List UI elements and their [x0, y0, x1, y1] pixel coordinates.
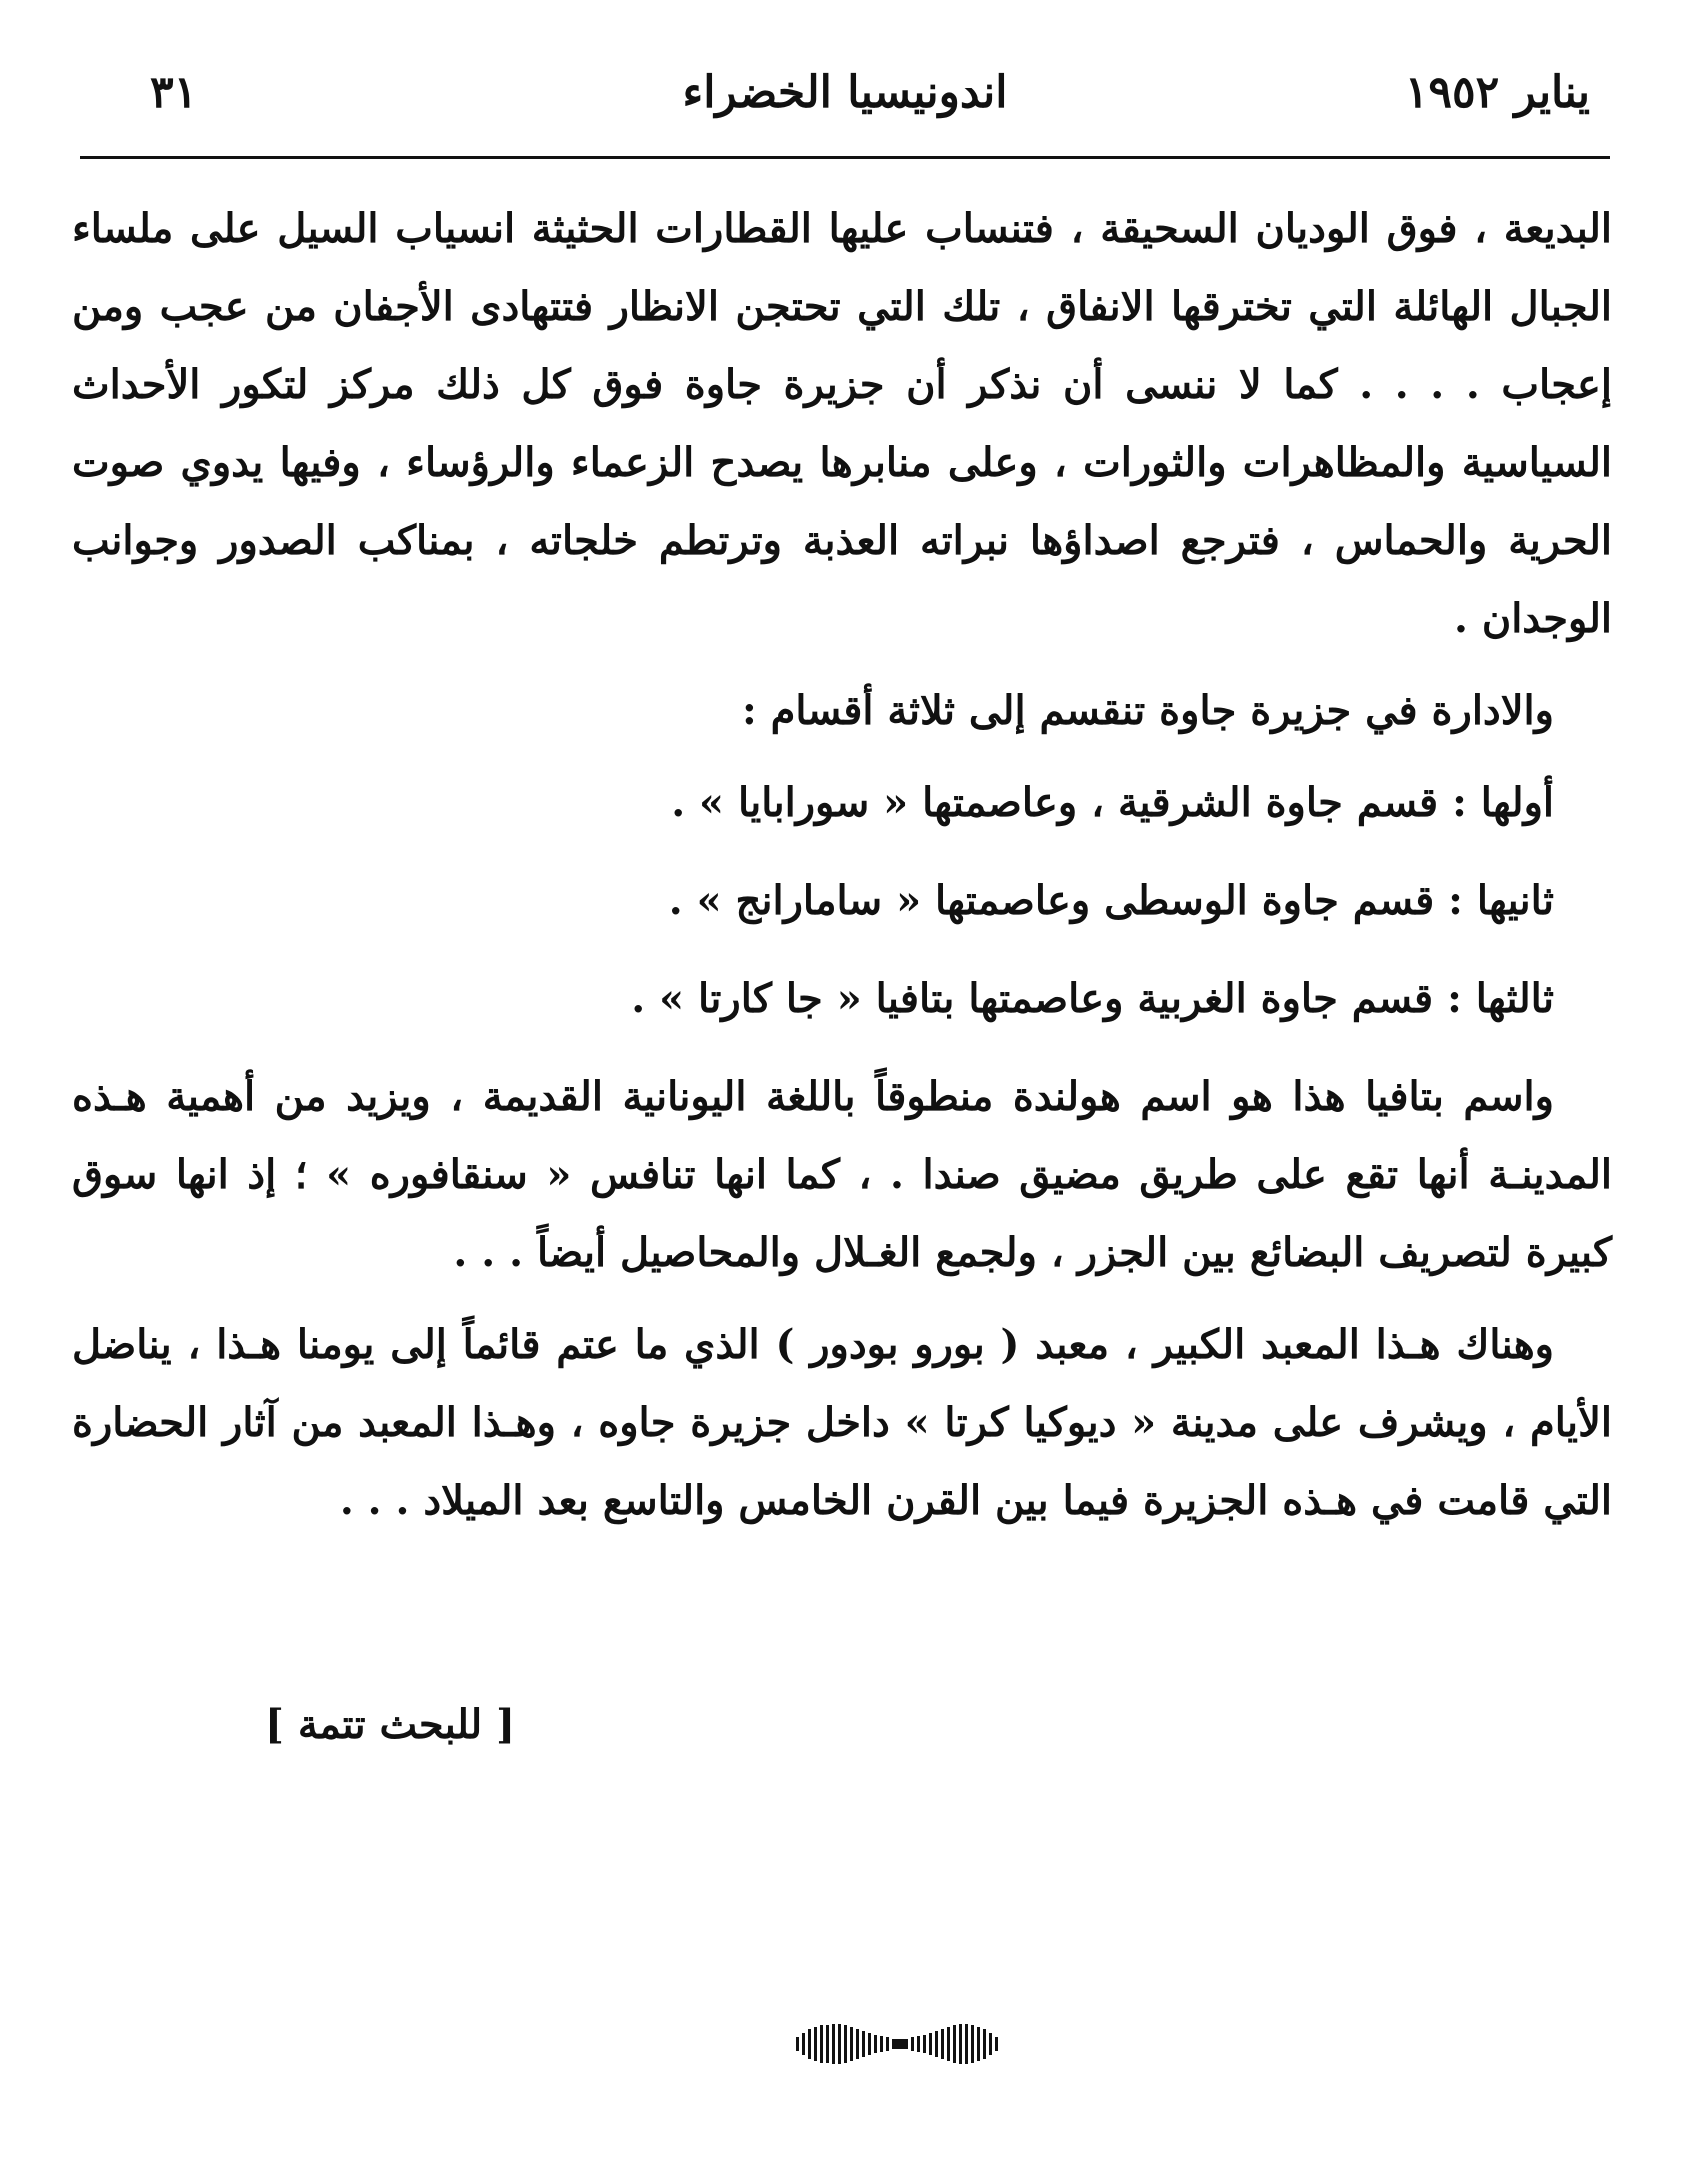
continuation-note: [ للبحث تتمة ] [265, 1701, 515, 1748]
article-body [72, 190, 1612, 1554]
page-header [80, 58, 1610, 128]
header-rule [80, 156, 1610, 159]
list-item: ثانيها : قسم جاوة الوسطى وعاصمتها « سامارانج » . [668, 877, 1554, 924]
paragraph: واسم بتافيا هذا هو اسم هولندة منطوقاً باللغة اليونانية القديمة ، ويزيد من أهمية هـذه المدينـة أنها تقع على طريق مضيق صندا . ، كما انها تنافس « سنقافوره » ؛ إذ انها سوق كبيرة لتصريف البضائع بين الجزر ، ولجمع الغـلال والمحاصيل أيضاً . . . [72, 1073, 1612, 1276]
list-item: ثالثها : قسم جاوة الغربية وعاصمتها بتافيا « جا كارتا » . [631, 975, 1554, 1022]
paragraph: البديعة ، فوق الوديان السحيقة ، فتنساب عليها القطارات الحثيثة انسياب السيل على ملساء الجبال الهائلة التي تخترقها الانفاق ، تلك التي تحتجن الانظار فتتهادى الأجفان من عجب ومن إعجاب . . . . كما لا ننسى أن نذكر أن جزيرة جاوة فوق كل ذلك مركز لتكور الأحداث السياسية والمظاهرات والثورات ، وعلى منابرها يصدح الزعماء والرؤساء ، وفيها يدوي صوت الحرية والحماس ، فترجع اصداؤها نبراته العذبة وترتطم خلجاته ، بمناكب الصدور وجوانب الوجدان . [72, 205, 1612, 642]
paragraph: والادارة في جزيرة جاوة تنقسم إلى ثلاثة أقسام : [741, 687, 1554, 734]
list-item: أولها : قسم جاوة الشرقية ، وعاصمتها « سورابايا » . [671, 779, 1554, 826]
header-date: يناير ١٩٥٢ [1404, 67, 1590, 118]
ornament-icon [790, 2015, 1010, 2073]
paragraph: وهناك هـذا المعبد الكبير ، معبد ( بورو بودور ) الذي ما عتم قائماً إلى يومنا هـذا ، يناضل الأيام ، ويشرف على مدينة « ديوكيا كرتا » داخل جزيرة جاوه ، وهـذا المعبد من آثار الحضارة التي قامت في هـذه الجزيرة فيما بين القرن الخامس والتاسع بعد الميلاد . . . [72, 1321, 1612, 1524]
page-number: ٣١ [150, 67, 198, 118]
header-title: اندونيسيا الخضراء [682, 67, 1008, 118]
